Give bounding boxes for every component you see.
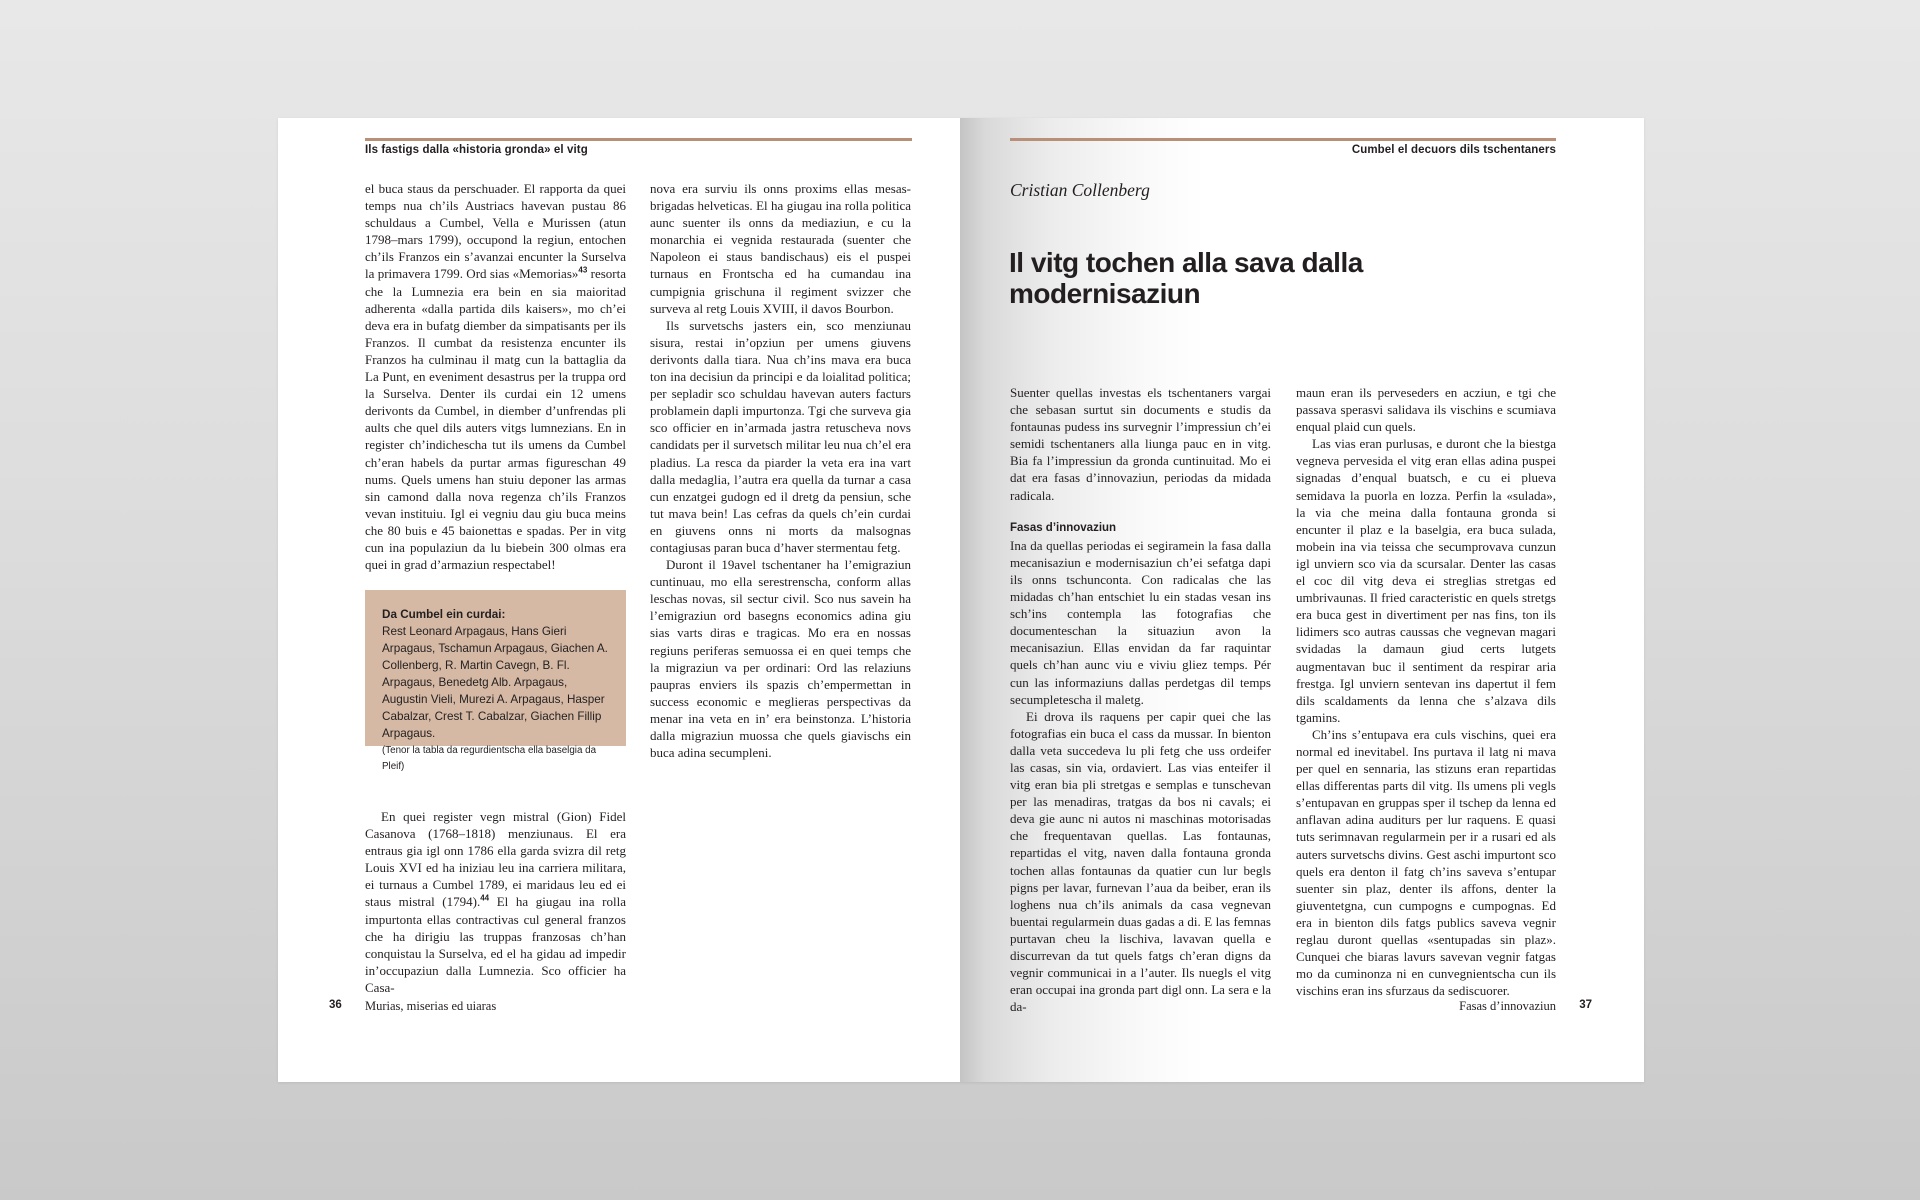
paragraph: Ils survetschs jasters ein, sco menziunau sisura, restai in’opziun per umens giuvens derivonts dalla tiara. Nua ch’ins mava era buca ton ina decisiun da principi e da loialitad politica; per sepladir sco schuldau havevan auters facturs problamein dapli impurtonza. Tgi che surveva gia sco officier en in’armada jastra retuscheva novs candidats per il survetsch militar leu nua ch’el era pladius. La resca da piarder la veta era ina vart dalla medaglia, l’autra era quella da turnar a casa cun enzatgei gudogn ed il dretg da pensiun, sche tut mava bein! Las cefras da quels ch’ein curdai en giuvens onns ni morts da malsognas contagiusas paran buca d’haver stermentau fetg. (650, 317, 911, 555)
sidebar-note: (Tenor la tabla da regurdientscha ella baselgia da Pleif) (382, 745, 597, 772)
article-title: Il vitg tochen alla sava dalla modernisaziun (1009, 247, 1363, 309)
author-name: Cristian Collenberg (1010, 180, 1150, 200)
text-column-4 (1296, 384, 1556, 999)
text-column-1-continued (365, 808, 626, 996)
paragraph: Ch’ins s’entupava era culs vischins, quei era normal ed inevitabel. Ins purtava il latg ni mava per quel en sennaria, las stizuns eran repartidas ellas differentas parts dil vitg. Ils umens pli vegls s’entupavan en gruppas sper il tschep da lenna ed anflavan adina auditurs per lur raquens. E quasi tuts serimnavan regularmein per ir a rusari ed als auters survetschs divins. Gest aschi impurtont sco quels era denton il fatg ch’ins saveva s’entupar suenter sin plaz, denter ils affons, denter la giuventetgna, cun cumpogns e cumpognas. Ed era in bienton dils fatgs publics saveva vegnir reglau duront quellas «sentupadas sin plaz». Cunquei che biaras lavurs savevan vegnir fatgas mo da cuminonza ni en cunvegnientscha cun ils vischins eran ins sfurzaus da sediscuorer. (1296, 726, 1556, 999)
text-column-1 (365, 180, 626, 573)
sidebar-title: Da Cumbel ein curdai: (382, 608, 506, 621)
footnote-marker: 43 (578, 266, 588, 276)
right-page (960, 118, 1644, 1082)
paragraph: En quei register vegn mistral (Gion) Fidel Casanova (1768–1818) menziunaus. El era entraus gia igl onn 1786 ella garda svizra dil retg Louis XVI ed ha iniziau leu ina carriera militara, ei turnaus a Cumbel 1789, ei maridaus leu ed ei staus mistral (1794).$^{44}$ El ha giugau ina rolla impurtonta ellas contractivas cul general franzos che ha dirigiu las truppas franzosas ch’han conquistau la Surselva, ed el ha gidau ad impedir in’occupaziun dalla Lumnezia. Sco officier ha Casa- (365, 809, 626, 995)
book-spread (278, 118, 1644, 1082)
section-heading: Fasas d’innovaziun (1010, 521, 1117, 534)
header-rule (365, 138, 912, 141)
header-rule (1010, 138, 1556, 141)
paragraph: el buca staus da perschuader. El rapporta da quei temps nua ch’ils Austriacs havevan pustau 86 schuldaus a Cumbel, Vella e Murissen (atun 1798–mars 1799), occupond la regiun, entochen ch’ils Franzos ein s’avanzai encunter la Surselva la primavera 1799. Ord sias «Memorias»$^{43}$ resorta che la Lumnezia era bein en sia maioritad adherenta «dalla partida dils kaisers», mo ch’ei deva era in bufatg diember da simpatisants per ils Franzos. Il cumbat da resistenza encunter ils Franzos ha culminau il matg cun la battaglia da La Punt, en eveniment desastrus per la truppa ord la Surselva. Denter ils curdai ein 12 umens derivonts da Cumbel, in diember d’unfrendas pli aults che quel dils auters vitgs lumnezians. En in register ch’indicheschа tut ils umens da Cumbel ch’eran habels da purtar armas figureschan 49 nums. Quels umens han stuiu deponer las armas sin camond dalla nova regenza ch’ils Franzos vevan instituiu. Igl ei vegniu dau giu buca meins che 80 buis e 45 baionettas e spadas. Per in vitg cun ina populaziun da lu biebein 300 olmas era quei in grad d’armaziun respectabel! (365, 181, 626, 573)
paragraph: maun eran ils perveseders en acziun, e tgi che passava sperasvi salidava ils vischins e scumiava enqual plaid cun quels. (1296, 385, 1556, 435)
paragraph: nova era surviu ils onns proxims ellas mesas-brigadas helveticas. El ha giugau ina rolla politica aunc suenter ils onns da mediaziun, e cu la monarchia ei vegnida restaurada (suenter che Napoleon ei staus bandischaus) eis el puspei turnaus en Frontscha ed ha cumandau ina cumpignia grischuna il regiment svizzer che surveva al retg Louis XVIII, il davos Bourbon. (650, 181, 911, 316)
paragraph: Ina da quellas periodas ei segiramein la fasa dalla mecanisaziun e modernisaziun ch’ei sefatga dapi ils onns tschunconta. Con radicalas che las midadas ch’han entschiet lu ein stadas vesan ins sch’ins contempla las fotografias che documenteschan la situaziun avon la mecanisaziun. Ellas envidan da far raquintar quels ch’han aunc viu e viviu gliez temps. Pér cun las informaziuns dallas perdetgas dil temps secumpletescha il maletg. (1010, 537, 1271, 707)
text-column-3 (1010, 384, 1271, 1015)
footnote-marker: 44 (480, 894, 490, 904)
footer-title: Fasas d’innovaziun (1459, 999, 1556, 1013)
paragraph: Suenter quellas investas els tschentaners vargai che sebasan surtut sin documents e studis da fontaunas pudess ins survegnir l’impressiun ch’ei semidi tschentaners alla liunga pauc en in vitg. Bia fa l’impressiun da gronda cuntinuitad. Mo ei dat era fasas d’innovaziun, periodas da midada radicala. (1010, 385, 1271, 503)
text-column-2 (650, 180, 911, 761)
sidebar-names: Rest Leonard Arpagaus, Hans Gieri Arpagaus, Tschamun Arpagaus, Giachen A. Collenberg, R. Martin Cavegn, B. Fl. Arpagaus, Benedetg Alb. Arpagaus, Augustin Vieli, Murezi A. Arpagaus, Hasper Cabalzar, Crest T. Cabalzar, Giachen Fillip Arpagaus. (382, 625, 608, 740)
page-number: 37 (1579, 999, 1592, 1011)
paragraph: Las vias eran purlusas, e duront che la biestga vegneva pervesida el vitg eran ellas adina puspei signadas d’enqual buatsch, e cu ei plueva semidava la puorla en lozza. Perfin la «sulada», la via che meina dalla fontauna gronda si encunter il plaz e la baselgia, era buca sulada, mobein ina via teissa che secumprovava cunzun igl unviern sco via da scursalar. Denter las casas el coc dil vitg deva ei streglias stretgas ed umbrivaunas. Il fried caracteristic en quels stretgs era buca gest in divertiment per nas fins, ton ils lidimers sco autras caussas che vegnevan magari svidadas la damaun giud certs lutgets augmentavan buc il sentiment da respirar aria frestga. Igl unviern sentevan ins dapertut il fem dils scaldaments da lenna che s’alzava dils tgamins. (1296, 436, 1556, 725)
left-page (278, 118, 960, 1082)
running-head: Ils fastigs dalla «historia gronda» el vitg (365, 144, 588, 156)
footer-title: Murias, miserias ed uiaras (365, 999, 497, 1013)
casualties-sidebar (365, 590, 626, 772)
page-number: 36 (329, 999, 342, 1011)
paragraph: Ei drova ils raquens per capir quei che las fotografias ein buca el cass da mussar. In bienton dalla veta succedeva lu pli fetg che uss ordeifer las casas, sin via, ordaviert. Las vias enteifer il vitg eran bia pli stretgas e semplas e tunschevan per las menadiras, tratgas da bos ni cavals; ei deva gie aunc ni autos ni maschinas motorisadas che frequentavan quellas. Las fontaunas, repartidas el vitg, naven dalla fontauna gronda tochen allas fontaunas da quatier cun lur begls pigns per lavar, furnevan l’aua da beiber, eran ils loghens nua ch’ils animals da casa vegnevan buentai regularmein duas gadas a di. E las femnas purtavan cheu la lischiva, lavavan quella e discurrevan da tut quels fatgs ch’eran digns da vegnir communicai in a l’auter. Ils nuegls el vitg eran occupai ina gronda part digl onn. La sera e la da- (1010, 708, 1271, 1015)
running-head: Cumbel el decuors dils tschentaners (1351, 144, 1556, 156)
paragraph: Duront il 19avel tschentaner ha l’emigraziun cuntinuau, mo ella serestrenscha, conform allas leschas novas, sil sectur civil. Sco nus savein ha l’emigraziun ord basegns economics adina giu sias varts diras e tragicas. Mo era en nossas regiuns periferas semuossa ei en quei temps che la migraziun va per ordinari: Ord las relaziuns paupras enviers ils spazis ch’empermettan in success economic e meglieras perspectivas da menar ina veta en in’ era beinstonza. L’historia dalla migraziun muossa che quels giavischs ein buca adina secumpleni. (650, 557, 911, 761)
